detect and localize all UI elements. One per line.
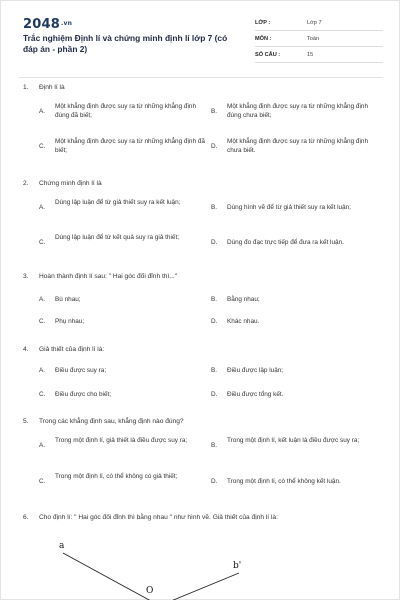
site-logo[interactable] — [23, 17, 72, 32]
option-text: Khác nhau. — [227, 318, 260, 325]
logo-suffix: .vn — [60, 20, 73, 27]
option-text: Trong một định lí, giả thiết là điều được suy ra; — [55, 437, 188, 444]
option-text: Trong một định lí, kết luận là điều được suy ra; — [227, 437, 360, 444]
option-text: Điều được suy ra; — [55, 367, 107, 374]
option-text: Điều được lập luận; — [227, 367, 284, 374]
question-text — [23, 417, 383, 426]
option-letter: B. — [211, 296, 218, 303]
option-letter: C. — [39, 318, 46, 325]
option-text: Điều được tổng kết. — [227, 391, 284, 398]
question-stem: Định lí là — [39, 84, 65, 91]
option-text: Một khẳng định được suy ra từ những khẳng định đúng đã biết; — [55, 103, 197, 119]
question-stem: Trong các khẳng định sau, khẳng định nào đúng? — [39, 418, 184, 425]
option-text: Bù nhau; — [55, 296, 81, 303]
question-number: 2. — [23, 180, 29, 187]
meta-label: LỚP : — [255, 20, 271, 26]
option-letter: B. — [211, 367, 218, 374]
meta-label: SỐ CÂU : — [255, 52, 281, 58]
ray-oa — [63, 553, 154, 600]
question-4 — [23, 345, 383, 398]
option-letter: A. — [39, 296, 46, 303]
meta-row-class — [255, 17, 383, 31]
question-1 — [23, 83, 383, 154]
meta-value: 15 — [307, 52, 314, 58]
question-stem: Giả thiết của định lí là: — [39, 346, 105, 353]
option-text: Phụ nhau; — [55, 318, 85, 325]
angle-figure — [21, 533, 381, 600]
meta-row-count — [255, 49, 383, 63]
option-letter: C. — [39, 143, 46, 150]
document-title: Trắc nghiệm Định lí và chứng minh định lí lớp 7 (có đáp án - phần 2) — [23, 33, 228, 54]
label-a: a — [59, 541, 65, 551]
logo-text: 2048 — [23, 17, 60, 32]
meta-row-subject — [255, 33, 383, 47]
question-text — [23, 272, 383, 281]
header-divider — [19, 77, 383, 78]
option-letter: B. — [211, 204, 218, 211]
option-text: Một khẳng định được suy ra từ những khẳng định chưa biết. — [227, 138, 369, 154]
option-text: Điều được cho biết; — [55, 391, 112, 398]
question-number: 3. — [23, 273, 29, 280]
option-text: Dùng đo đạc trực tiếp để đưa ra kết luận. — [227, 239, 344, 246]
ray-ob-prime — [171, 573, 239, 600]
angle-diagram — [21, 533, 381, 600]
meta-info — [255, 17, 383, 65]
question-number: 6. — [23, 514, 29, 521]
question-text — [23, 179, 383, 188]
option-letter: C. — [39, 391, 46, 398]
question-stem: Chứng minh định lí là — [39, 180, 102, 187]
question-text — [23, 345, 383, 354]
option-text: Dùng hình vẽ để từ giả thiết suy ra kết luận; — [227, 204, 351, 211]
option-letter: D. — [211, 391, 218, 398]
option-letter: A. — [39, 108, 46, 115]
header — [23, 15, 383, 75]
option-text: Dùng lập luận để từ giả thiết suy ra kết luận; — [55, 199, 181, 206]
option-text: Bằng nhau; — [227, 296, 260, 303]
option-letter: A. — [39, 367, 46, 374]
question-5 — [23, 417, 383, 485]
option-text: Dùng lập luận để từ kết quả suy ra giả thiết; — [55, 234, 180, 241]
question-6 — [23, 513, 383, 522]
question-number: 5. — [23, 418, 29, 425]
option-letter: D. — [211, 318, 218, 325]
option-letter: D. — [211, 239, 218, 246]
option-text: Trong một định lí, có thể không kết luận. — [227, 478, 341, 485]
option-text: Một khẳng định được suy ra từ những khẳng định đã biết; — [55, 138, 205, 154]
option-text: Trong một định lí, có thể không có giả thiết; — [55, 473, 178, 480]
option-letter: D. — [211, 478, 218, 485]
option-letter: B. — [211, 108, 218, 115]
question-number: 4. — [23, 346, 29, 353]
option-text: Một khẳng định được suy ra từ những khẳng định đúng chưa biết; — [227, 103, 369, 119]
question-text — [23, 513, 383, 522]
question-stem: Hoàn thành định lí sau: " Hai góc đối đỉnh thì..." — [39, 273, 178, 280]
option-letter: C. — [39, 478, 46, 485]
meta-value: Toán — [307, 36, 320, 42]
option-letter: B. — [211, 442, 218, 449]
label-o: O — [146, 586, 154, 596]
question-text — [23, 83, 383, 92]
option-letter: D. — [211, 143, 218, 150]
question-stem: Cho định lí: " Hai góc đối đỉnh thì bằng nhau " như hình vẽ. Giả thiết của định lí là: — [39, 514, 278, 521]
question-3 — [23, 272, 383, 325]
question-2 — [23, 179, 383, 246]
label-b-prime: b' — [233, 561, 242, 571]
option-letter: A. — [39, 442, 46, 449]
option-letter: C. — [39, 239, 46, 246]
meta-label: MÔN : — [255, 36, 272, 42]
option-letter: A. — [39, 204, 46, 211]
question-number: 1. — [23, 84, 29, 91]
meta-value: Lớp 7 — [307, 20, 322, 26]
